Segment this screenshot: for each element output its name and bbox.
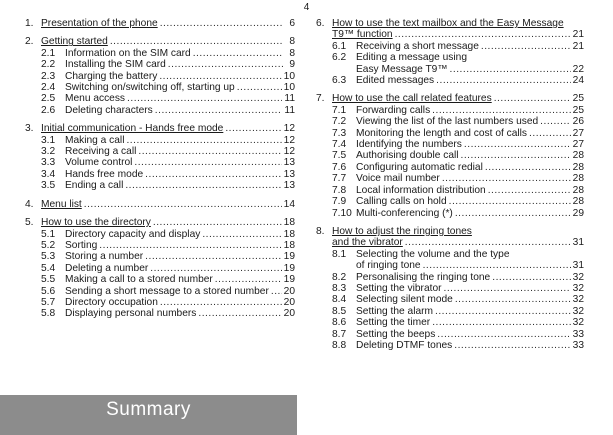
page-ref: 21: [572, 40, 584, 52]
page-ref: 28: [572, 184, 584, 196]
entry-title: Directory capacity and display: [65, 228, 201, 240]
entry-number: 7.4: [332, 139, 347, 151]
leader-dots: [481, 41, 571, 52]
entry-number: 2.4: [41, 82, 56, 94]
page-ref: 12: [283, 123, 295, 135]
entry-title: Personalising the ringing tone: [356, 271, 491, 283]
entry-number: 8.7: [332, 328, 347, 340]
toc-entry-6-2-cont[interactable]: [316, 64, 584, 75]
toc-entry[interactable]: [25, 59, 295, 70]
section-title-link[interactable]: How to use the call related features: [332, 93, 492, 105]
leader-dots: [449, 196, 571, 207]
entry-title: Calling calls on hold: [356, 196, 447, 208]
page-ref: 28: [572, 173, 584, 185]
page-ref: 12: [283, 134, 295, 146]
leader-dots: [455, 208, 571, 219]
page-ref: 22: [572, 63, 584, 75]
toc-entry[interactable]: [25, 308, 295, 319]
leader-dots: [202, 229, 281, 240]
entry-title: Sending a short message to a stored number: [65, 285, 269, 297]
entry-number: 8.6: [332, 317, 347, 329]
section-title-link[interactable]: How to adjust the ringing tones: [332, 225, 472, 237]
page-ref: 11: [284, 104, 295, 116]
toc-section-heading[interactable]: [25, 18, 295, 29]
entry-number: 2.1: [41, 47, 56, 59]
entry-title-cont: of ringing tone: [356, 260, 421, 272]
page-ref: 32: [572, 271, 584, 283]
section-number: 7.: [316, 93, 325, 105]
page-ref: 32: [572, 305, 584, 317]
leader-dots: [485, 162, 571, 173]
entry-number: 6.2: [332, 52, 347, 64]
toc-entry[interactable]: [25, 240, 295, 251]
section-title-link[interactable]: Presentation of the phone: [41, 18, 158, 29]
toc-section-heading[interactable]: [25, 199, 295, 210]
toc-entry[interactable]: [25, 180, 295, 191]
entry-number: 7.5: [332, 150, 347, 162]
entry-title: Information on the SIM card: [65, 47, 191, 59]
entry-number: 7.10: [332, 207, 352, 219]
page-ref: 29: [572, 207, 584, 219]
leader-dots: [492, 272, 570, 283]
section-title-link[interactable]: How to use the directory: [41, 217, 151, 229]
page-ref: 24: [572, 75, 584, 87]
page-ref: 28: [572, 150, 584, 162]
toc-entry[interactable]: [316, 272, 584, 283]
leader-dots: [160, 18, 283, 29]
entry-number: 2.3: [41, 70, 56, 82]
leader-dots: [145, 169, 282, 180]
page-ref: 28: [572, 196, 584, 208]
section-title-link[interactable]: How to use the text mailbox and the Easy Message: [332, 18, 564, 29]
section-number: 8.: [316, 225, 325, 237]
page-ref: 13: [283, 157, 295, 169]
toc-entry[interactable]: [316, 128, 584, 139]
page-ref: 10: [283, 82, 295, 94]
leader-dots: [127, 93, 282, 104]
leader-dots: [432, 105, 570, 116]
entry-title: Ending a call: [65, 180, 124, 192]
page-ref: 18: [283, 239, 295, 251]
entry-number: 3.3: [41, 157, 56, 169]
section-title-link-cont[interactable]: and the vibrator: [332, 237, 403, 249]
leader-dots: [450, 64, 571, 75]
page-ref: 9: [289, 59, 295, 71]
entry-title: Switching on/switching off, starting up: [65, 82, 235, 94]
entry-number: 6.3: [332, 75, 347, 87]
toc-entry-6-2[interactable]: [316, 52, 584, 63]
toc-entry[interactable]: [316, 329, 584, 340]
entry-title: Forwarding calls: [356, 104, 431, 116]
page-ref: 25: [572, 104, 584, 116]
page-ref: 18: [283, 228, 295, 240]
leader-dots: [432, 317, 570, 328]
leader-dots: [138, 146, 281, 157]
entry-number: 2.5: [41, 93, 56, 105]
leader-dots: [436, 75, 571, 86]
entry-number: 5.7: [41, 296, 56, 308]
entry-title: Edited messages: [356, 75, 435, 87]
leader-dots: [455, 294, 571, 305]
page-ref: 27: [572, 139, 584, 151]
toc-right-column: [316, 18, 584, 351]
toc-entry[interactable]: [25, 105, 295, 116]
leader-dots: [145, 251, 282, 262]
entry-number: 5.1: [41, 228, 56, 240]
entry-number: 8.3: [332, 282, 347, 294]
entry-number: 8.5: [332, 305, 347, 317]
page-ref: 20: [283, 308, 295, 320]
page-ref: 6: [289, 18, 295, 29]
entry-title: Making a call to a stored number: [65, 274, 213, 286]
page-ref: 19: [283, 262, 295, 274]
leader-dots: [540, 116, 571, 127]
toc-section-1: [25, 18, 295, 29]
entry-number: 5.8: [41, 308, 56, 320]
page-ref: 28: [572, 161, 584, 173]
page-ref: 21: [572, 29, 584, 41]
toc-entry[interactable]: [316, 173, 584, 184]
toc-entry[interactable]: [25, 71, 295, 82]
leader-dots: [464, 139, 571, 150]
leader-dots: [454, 340, 570, 351]
leader-dots: [423, 260, 571, 271]
toc-entry[interactable]: [316, 196, 584, 207]
toc-entry[interactable]: [316, 105, 584, 116]
leader-dots: [444, 283, 571, 294]
entry-number: 7.3: [332, 127, 347, 139]
entry-title: Selecting the volume and the type: [356, 248, 510, 260]
entry-number: 8.1: [332, 248, 347, 260]
entry-title: Menu access: [65, 93, 126, 105]
page-ref: 20: [283, 285, 295, 297]
toc-entry[interactable]: [25, 82, 295, 93]
toc-entry[interactable]: [316, 317, 584, 328]
page-ref: 11: [284, 93, 295, 105]
leader-dots: [125, 180, 281, 191]
leader-dots: [134, 157, 281, 168]
leader-dots: [529, 128, 571, 139]
entry-number: 3.5: [41, 180, 56, 192]
toc-entry[interactable]: [25, 169, 295, 180]
toc-section-7: [316, 93, 584, 218]
entry-title: Local information distribution: [356, 184, 486, 196]
page-ref: 27: [572, 127, 584, 139]
entry-number: 7.6: [332, 161, 347, 173]
entry-number: 7.2: [332, 116, 347, 128]
toc-entry[interactable]: [25, 229, 295, 240]
page-ref: 14: [283, 198, 295, 210]
entry-title: Viewing the list of the last numbers used: [356, 116, 539, 128]
leader-dots: [193, 48, 283, 59]
entry-number: 5.2: [41, 239, 56, 251]
entry-number: 7.1: [332, 104, 347, 116]
page-ref: 18: [283, 217, 295, 229]
toc-entry[interactable]: [316, 340, 584, 351]
toc-section-3: [25, 123, 295, 191]
entry-number: 6.1: [332, 40, 347, 52]
leader-dots: [442, 173, 571, 184]
leader-dots: [461, 150, 571, 161]
page-ref: 32: [572, 282, 584, 294]
toc-section-heading[interactable]: [25, 123, 295, 134]
section-title-link-cont[interactable]: T9™ function: [332, 29, 393, 41]
entry-number: 8.2: [332, 271, 347, 283]
leader-dots: [271, 286, 282, 297]
entry-number: 2.6: [41, 104, 56, 116]
toc-entry-8-1[interactable]: [316, 249, 584, 260]
toc-section-5: [25, 217, 295, 320]
leader-dots: [153, 217, 282, 228]
entry-title-cont: Easy Message T9™: [356, 63, 448, 75]
toc-entry[interactable]: [25, 135, 295, 146]
page-ref: 26: [572, 116, 584, 128]
entry-number: 3.2: [41, 146, 56, 158]
page-ref: 10: [283, 70, 295, 82]
entry-title: Authorising double call: [356, 150, 459, 162]
entry-title: Receiving a short message: [356, 40, 479, 52]
entry-title: Hands free mode: [65, 168, 144, 180]
entry-title: Setting the beeps: [356, 328, 436, 340]
section-number: 5.: [25, 217, 34, 229]
entry-number: 5.6: [41, 285, 56, 297]
leader-dots: [99, 240, 281, 251]
section-number: 4.: [25, 198, 34, 210]
leader-dots: [494, 93, 571, 104]
page-number: 4: [303, 2, 310, 13]
page-ref: 13: [283, 168, 295, 180]
entry-number: 2.2: [41, 59, 56, 71]
page-ref: 31: [572, 237, 584, 249]
toc-entry-8-1-cont[interactable]: [316, 260, 584, 271]
toc-entry[interactable]: [316, 283, 584, 294]
toc-entry[interactable]: [316, 185, 584, 196]
leader-dots: [437, 329, 570, 340]
section-number: 1.: [25, 18, 34, 29]
entry-title: Deleting characters: [65, 104, 153, 116]
entry-number: 8.8: [332, 339, 347, 351]
page-ref: 25: [572, 93, 584, 105]
toc-entry-6-3[interactable]: [316, 75, 584, 86]
toc-entry[interactable]: [316, 208, 584, 219]
page-ref: 31: [572, 260, 584, 272]
leader-dots: [215, 274, 282, 285]
toc-left-column: [25, 18, 295, 320]
toc-entry[interactable]: [25, 274, 295, 285]
page-ref: 8: [289, 47, 295, 59]
leader-dots: [155, 105, 283, 116]
page-ref: 19: [283, 274, 295, 286]
leader-dots: [488, 185, 571, 196]
page-ref: 19: [283, 251, 295, 263]
page-ref: 8: [289, 36, 295, 48]
toc-section-6: [316, 18, 584, 86]
entry-number: 7.7: [332, 173, 347, 185]
entry-title: Deleting DTMF tones: [356, 339, 453, 351]
entry-number: 7.8: [332, 184, 347, 196]
entry-title: Editing a message using: [356, 52, 467, 64]
entry-title: Sorting: [65, 239, 98, 251]
entry-number: 5.3: [41, 251, 56, 263]
entry-title: Installing the SIM card: [65, 59, 166, 71]
page-ref: 32: [572, 317, 584, 329]
leader-dots: [395, 29, 571, 40]
entry-title: Selecting silent mode: [356, 294, 453, 306]
leader-dots: [126, 135, 281, 146]
leader-dots: [84, 199, 282, 210]
entry-title: Setting the alarm: [356, 305, 434, 317]
entry-title: Voice mail number: [356, 173, 440, 185]
entry-title: Setting the vibrator: [356, 282, 442, 294]
toc-entry[interactable]: [316, 116, 584, 127]
leader-dots: [159, 71, 281, 82]
toc-entry[interactable]: [25, 146, 295, 157]
leader-dots: [160, 297, 282, 308]
entry-title: Charging the battery: [65, 70, 158, 82]
toc-entry[interactable]: [25, 263, 295, 274]
summary-tab[interactable]: Summary: [0, 395, 297, 435]
section-title-link[interactable]: Getting started: [41, 36, 108, 48]
entry-title: Configuring automatic redial: [356, 161, 483, 173]
page-ref: 33: [572, 339, 584, 351]
section-number: 6.: [316, 18, 325, 29]
toc-entry[interactable]: [316, 306, 584, 317]
leader-dots: [198, 308, 281, 319]
toc-entry[interactable]: [316, 294, 584, 305]
leader-dots: [110, 36, 283, 47]
toc-entry[interactable]: [25, 286, 295, 297]
entry-title: Deleting a number: [65, 262, 149, 274]
toc-section-heading[interactable]: [25, 36, 295, 47]
leader-dots: [237, 82, 282, 93]
entry-title: Identifying the numbers: [356, 139, 462, 151]
entry-number: 7.9: [332, 196, 347, 208]
toc-section-8: [316, 226, 584, 351]
toc-entry[interactable]: [25, 297, 295, 308]
leader-dots: [435, 306, 571, 317]
entry-title: Displaying personal numbers: [65, 308, 197, 320]
page-ref: 13: [283, 180, 295, 192]
toc-entry-6-1[interactable]: [316, 41, 584, 52]
toc-section-2: [25, 36, 295, 116]
entry-title: Monitoring the length and cost of calls: [356, 127, 528, 139]
entry-title: Making a call: [65, 134, 125, 146]
toc-entry[interactable]: [316, 162, 584, 173]
page-ref: 12: [283, 146, 295, 158]
entry-number: 3.4: [41, 168, 56, 180]
toc-entry[interactable]: [25, 251, 295, 262]
entry-number: 5.5: [41, 274, 56, 286]
toc-entry[interactable]: [25, 93, 295, 104]
section-number: 3.: [25, 123, 34, 135]
entry-title: Directory occupation: [65, 296, 158, 308]
toc-section-4: [25, 199, 295, 210]
page-ref: 20: [283, 296, 295, 308]
entry-title: Volume control: [65, 157, 133, 169]
toc-entry[interactable]: [316, 139, 584, 150]
leader-dots: [405, 237, 571, 248]
entry-number: 8.4: [332, 294, 347, 306]
section-title-link[interactable]: Menu list: [41, 198, 82, 210]
leader-dots: [150, 263, 281, 274]
page-ref: 32: [572, 294, 584, 306]
section-title-link[interactable]: Initial communication - Hands free mode: [41, 123, 224, 135]
page-ref: 33: [572, 328, 584, 340]
toc-section-heading[interactable]: [25, 217, 295, 228]
entry-title: Setting the timer: [356, 317, 431, 329]
toc-entry[interactable]: [25, 157, 295, 168]
leader-dots: [225, 123, 281, 134]
entry-title: Receiving a call: [65, 146, 137, 158]
entry-title: Storing a number: [65, 251, 144, 263]
section-number: 2.: [25, 36, 34, 48]
entry-number: 3.1: [41, 134, 56, 146]
entry-number: 5.4: [41, 262, 56, 274]
entry-title: Multi-conferencing (*): [356, 207, 453, 219]
leader-dots: [168, 59, 283, 70]
toc-entry[interactable]: [25, 48, 295, 59]
toc-entry[interactable]: [316, 150, 584, 161]
